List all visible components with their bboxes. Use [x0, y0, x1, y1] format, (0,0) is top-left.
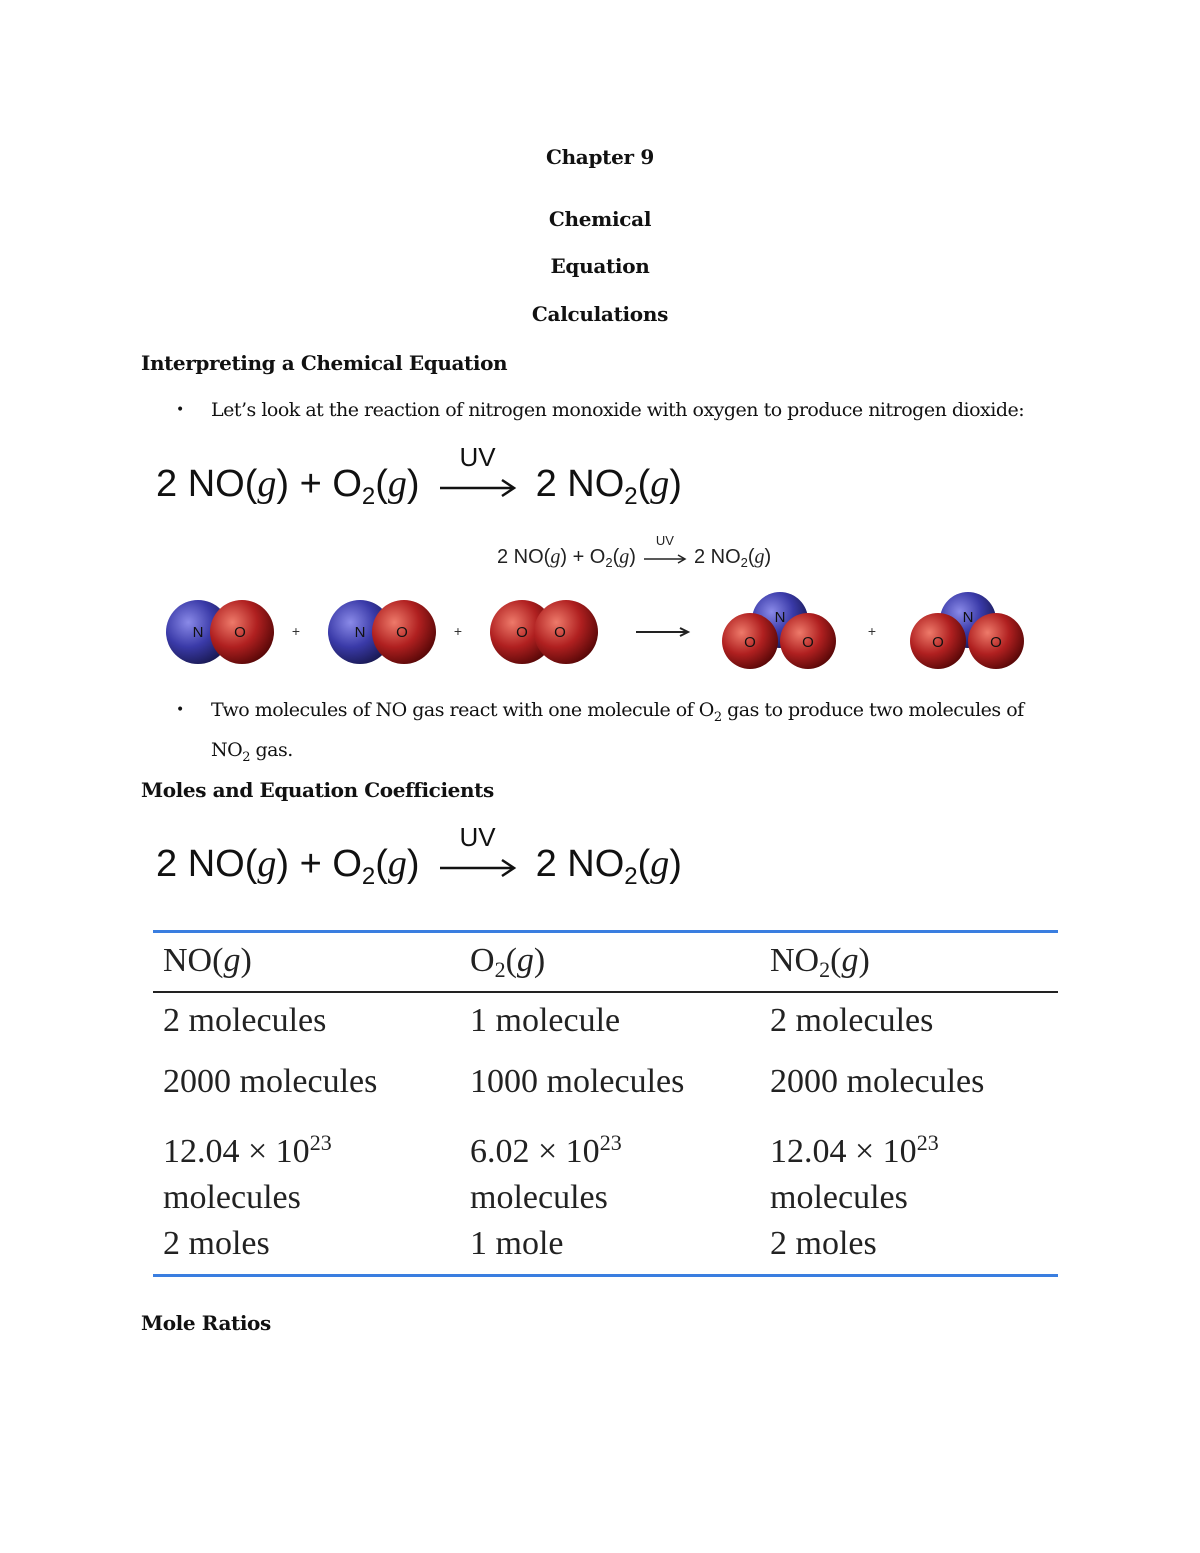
svg-text:O: O — [234, 624, 246, 641]
plus-sign-3: + — [867, 623, 877, 639]
table-bottom-rule — [153, 1274, 1058, 1277]
table-cell: 2 moles — [770, 1225, 877, 1262]
table-cell: 2 molecules — [770, 1002, 934, 1039]
title-line-2: Equation — [550, 254, 650, 278]
table-header-no2: $NO_2(g)$ — [770, 942, 870, 982]
svg-text:O: O — [932, 634, 944, 651]
table-cell: 2 moles — [163, 1225, 270, 1262]
svg-text:O: O — [396, 624, 408, 641]
table-header-no: NO(g) — [163, 942, 252, 979]
bullet-icon: • — [176, 702, 184, 718]
o2-molecule — [490, 600, 598, 664]
table-cell: 2000 molecules — [770, 1063, 985, 1100]
svg-text:N: N — [192, 624, 204, 641]
table-cell: 1000 molecules — [470, 1063, 685, 1100]
chemical-equation-1: 2 $NO(g) + O_2(g)$ UV 2 $NO_2(g)$ — [156, 441, 682, 510]
svg-text:O: O — [744, 634, 756, 651]
table-cell: 2 molecules — [163, 1002, 327, 1039]
table-cell: 1 mole — [470, 1225, 564, 1262]
table-header-o2: $O_2(g)$ — [470, 942, 546, 982]
title-line-1: Chemical — [548, 207, 652, 231]
no2-molecule-1 — [722, 592, 836, 669]
diagram-arrow — [636, 628, 688, 636]
section-heading-moles: Moles and Equation Coefficients — [141, 778, 494, 802]
svg-text:O: O — [990, 634, 1002, 651]
plus-sign-1: + — [291, 623, 301, 639]
molecule-diagram — [150, 586, 1050, 686]
svg-text:N: N — [962, 609, 974, 626]
reaction-arrow-small: UV — [642, 547, 688, 569]
section-heading-interpreting: Interpreting a Chemical Equation — [141, 351, 508, 375]
chemical-equation-2: 2 $NO(g) + O_2(g)$ UV 2 $NO_2(g)$ — [156, 821, 682, 890]
plus-sign-2: + — [453, 623, 463, 639]
table-cell: 1 molecule — [470, 1002, 621, 1039]
svg-text:O: O — [802, 634, 814, 651]
table-cell: $12.04 \times 10^{23}$ molecules — [770, 1130, 939, 1216]
table-cell: 2000 molecules — [163, 1063, 378, 1100]
svg-text:O: O — [554, 624, 566, 641]
bullet-icon: • — [176, 402, 184, 418]
no-molecule-1 — [166, 600, 274, 664]
no2-molecule-2 — [910, 592, 1024, 669]
table-cell: $12.04 \times 10^{23}$ molecules — [163, 1130, 332, 1216]
svg-text:N: N — [774, 609, 786, 626]
section-heading-mole-ratios: Mole Ratios — [141, 1311, 271, 1335]
bullet-text-2: Two molecules of NO gas react with one molecule of $O_2$ gas to produce two molecules of $NO_2$ gas. — [211, 699, 1024, 765]
title-line-3: Calculations — [531, 302, 669, 326]
table-header-rule — [153, 991, 1058, 993]
chapter-title: Chapter 9 — [545, 145, 655, 169]
chemical-equation-small: 2 $NO(g) + O_2(g)$ UV 2 $NO_2(g)$ — [497, 532, 772, 570]
table-top-rule — [153, 930, 1058, 933]
table-cell: $6.02 \times 10^{23}$ molecules — [470, 1130, 622, 1216]
no-molecule-2 — [328, 600, 436, 664]
svg-text:O: O — [516, 624, 528, 641]
svg-text:N: N — [354, 624, 366, 641]
reaction-arrow: UV — [438, 466, 518, 506]
reaction-arrow-2: UV — [438, 846, 518, 886]
bullet-text-1: Let’s look at the reaction of nitrogen monoxide with oxygen to produce nitrogen dioxide: — [211, 399, 1025, 421]
